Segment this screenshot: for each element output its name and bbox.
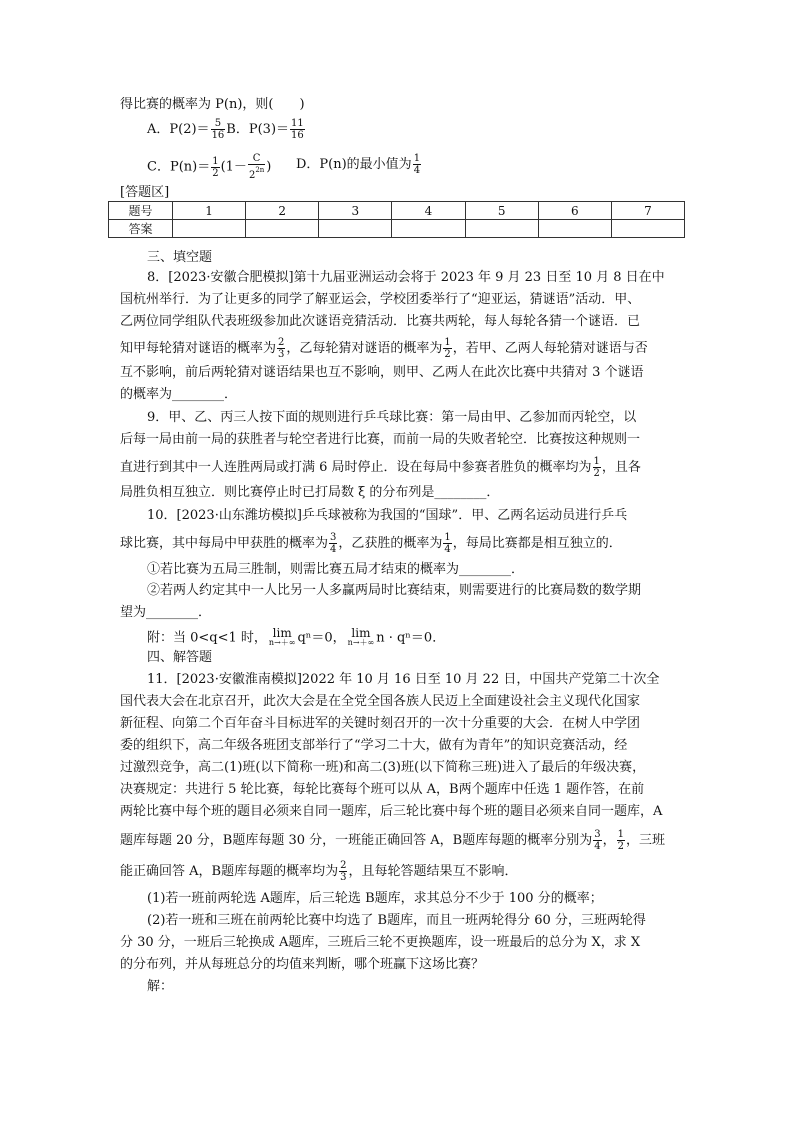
q9-line: 9．甲、乙、丙三人按下面的规则进行乒乓球比赛：第一局由甲、乙参加而丙轮空，以	[147, 410, 637, 425]
fraction: $\frac{1}{4}$	[444, 532, 451, 555]
fraction: $\frac{C}{2^{2n}}$	[248, 153, 265, 181]
q8-line: 知甲每轮猜对谜语的概率为 $\frac{2}{3}$ ，乙每轮猜对谜语的概率为 $\frac{1}{2}$ ，若甲、乙两人每轮猜对谜语与否	[120, 337, 648, 360]
answer-table	[108, 201, 685, 238]
q11-part-2: (2)若一班和三班在前两轮比赛中均选了 B题库，而且一班两轮得分 60 分，三班两轮得	[147, 913, 646, 928]
answer-cell[interactable]	[538, 220, 611, 238]
fraction: $\frac{5}{16}$	[211, 118, 225, 141]
answer-table-row	[109, 220, 685, 238]
limit-symbol: lim n→＋∞	[268, 626, 296, 647]
q10-line: 10．[2023·山东潍坊模拟]乒乓球被称为我国的“国球”．甲、乙两名运动员进行乒乓	[147, 508, 628, 523]
q11-line: 过激烈竞争，高二(1)班(以下简称一班)和高二(3)班(以下简称三班)进入了最后的年级决赛，	[120, 760, 646, 775]
q7-option-b-label: B．P(3)＝	[226, 122, 290, 137]
question-number-cell: 5	[465, 202, 538, 220]
question-number-cell: 6	[538, 202, 611, 220]
question-number-cell: 4	[392, 202, 465, 220]
q11-line: 国代表大会在北京召开，此次大会是在全党全国各族人民迈上全面建设社会主义现代化国家	[120, 694, 641, 709]
fraction: $\frac{2}{3}$	[278, 337, 285, 360]
q10-note: 附：当 0<q<1 时， lim n→＋∞ qⁿ＝0， lim n→＋∞ n · qⁿ＝0．	[147, 626, 446, 647]
question-number-cell: 7	[611, 202, 684, 220]
table-header-cell: 题号	[109, 202, 173, 220]
section-heading-fill: 三、填空题	[147, 250, 213, 265]
q7-stem: 得比赛的概率为 P(n)，则( )	[120, 97, 305, 112]
q11-line: 新征程、向第二个百年奋斗目标进军的关键时刻召开的一次十分重要的大会．在树人中学团	[120, 716, 641, 731]
table-header-cell: 答案	[109, 220, 173, 238]
q11-line: 题库每题 20 分，B题库每题 30 分，一班能正确回答 A，B题库每题的概率分别为 $\frac{3}{4}$ ， $\frac{1}{2}$ ，三班	[120, 829, 666, 852]
q8-line: 的概率为________．	[120, 387, 238, 402]
q11-line: 委的组织下，高二年级各班团支部举行了“学习二十大，做有为青年”的知识竞赛活动，经	[120, 738, 628, 753]
section-heading-solve: 四、解答题	[147, 650, 213, 665]
q8-line: 互不影响，前后两轮猜对谜语结果也互不影响，则甲、乙两人在此次比赛中共猜对 3 个谜语	[120, 365, 644, 380]
q10-part-2: ②若两人约定其中一人比另一人多赢两局时比赛结束，则需要进行的比赛局数的数学期	[147, 583, 642, 598]
question-number-cell: 3	[319, 202, 392, 220]
answer-cell[interactable]	[392, 220, 465, 238]
q8-line: 乙两位同学组队代表班级参加此次谜语竞猜活动．比赛共两轮，每人每轮各猜一个谜语．已	[120, 314, 641, 329]
q11-line: 决赛规定：共进行 5 轮比赛，每轮比赛每个班可以从 A，B两个题库中任选 1 题作答，在前	[120, 782, 645, 797]
q7-option-a-label: A．P(2)＝	[147, 122, 210, 137]
q10-part-1: ①若比赛为五局三胜制，则需比赛五局才结束的概率为________．	[147, 562, 525, 577]
answer-cell[interactable]	[246, 220, 319, 238]
fraction: $\frac{1}{2}$	[593, 456, 600, 479]
q8-line: 8．[2023·安徽合肥模拟]第十九届亚洲运动会将于 2023 年 9 月 23 日至 10 月 8 日在中	[147, 270, 665, 285]
limit-symbol: lim n→＋∞	[347, 626, 375, 647]
q7-option-d: D．P(n)的最小值为 $\frac{1}{4}$	[296, 153, 421, 176]
answer-cell[interactable]	[319, 220, 392, 238]
q10-line: 球比赛，其中每局中甲获胜的概率为 $\frac{3}{4}$ ，乙获胜的概率为 $\frac{1}{4}$ ，每局比赛都是相互独立的．	[120, 532, 622, 555]
fraction: $\frac{1}{2}$	[444, 337, 451, 360]
fraction: $\frac{11}{16}$	[291, 118, 304, 141]
q7-option-c: C．P(n)＝ $\frac{1}{2}$ (1－ $\frac{C}{2^{2n}}$ )	[147, 153, 272, 181]
q9-line: 局胜负相互独立．则比赛停止时已打局数 ξ 的分布列是________．	[120, 485, 500, 500]
fraction: $\frac{3}{4}$	[330, 532, 337, 555]
question-number-cell: 2	[246, 202, 319, 220]
fraction: $\frac{1}{2}$	[617, 829, 625, 852]
q7-option-a	[147, 118, 306, 141]
q11-line: 两轮比赛中每个班的题目必须来自同一题库，后三轮比赛中每个班的题目必须来自同一题库，A	[120, 804, 663, 819]
q8-line: 国杭州举行．为了让更多的同学了解亚运会，学校团委举行了“迎亚运，猜谜语”活动．甲、	[120, 292, 641, 307]
q11-part-1: (1)若一班前两轮选 A题库，后三轮选 B题库，求其总分不少于 100 分的概率；	[147, 891, 603, 906]
q9-line: 后每一局由前一局的获胜者与轮空者进行比赛，而前一局的失败者轮空．比赛按这种规则一	[120, 432, 641, 447]
question-number-cell: 1	[173, 202, 246, 220]
answer-table-row	[109, 202, 685, 220]
q11-line: 能正确回答 A，B题库每题的概率均为 $\frac{2}{3}$ ，且每轮答题结果互不影响．	[120, 860, 518, 883]
fraction: $\frac{1}{4}$	[413, 153, 421, 176]
answer-cell[interactable]	[465, 220, 538, 238]
q11-line: 的分布列，并从每班总分的均值来判断，哪个班赢下这场比赛？	[120, 957, 485, 972]
solution-label: 解：	[147, 979, 174, 994]
q11-line: 11．[2023·安徽淮南模拟]2022 年 10 月 16 日至 10 月 22 日，中国共产党第二十次全	[147, 672, 660, 687]
q10-line: 望为________．	[120, 605, 212, 620]
answer-cell[interactable]	[173, 220, 246, 238]
answer-area-label: [答题区]	[120, 185, 170, 200]
q9-line: 直进行到其中一人连胜两局或打满 6 局时停止．设在每局中参赛者胜负的概率均为 $\frac{1}{2}$ ，且各	[120, 456, 641, 479]
fraction: $\frac{3}{4}$	[594, 829, 601, 852]
answer-cell[interactable]	[611, 220, 684, 238]
q11-line: 分 30 分，一班后三轮换成 A题库，三班后三轮不更换题库，设一班最后的总分为 X，求 X	[120, 935, 641, 950]
fraction: $\frac{2}{3}$	[340, 860, 347, 883]
fraction: $\frac{1}{2}$	[212, 155, 219, 179]
